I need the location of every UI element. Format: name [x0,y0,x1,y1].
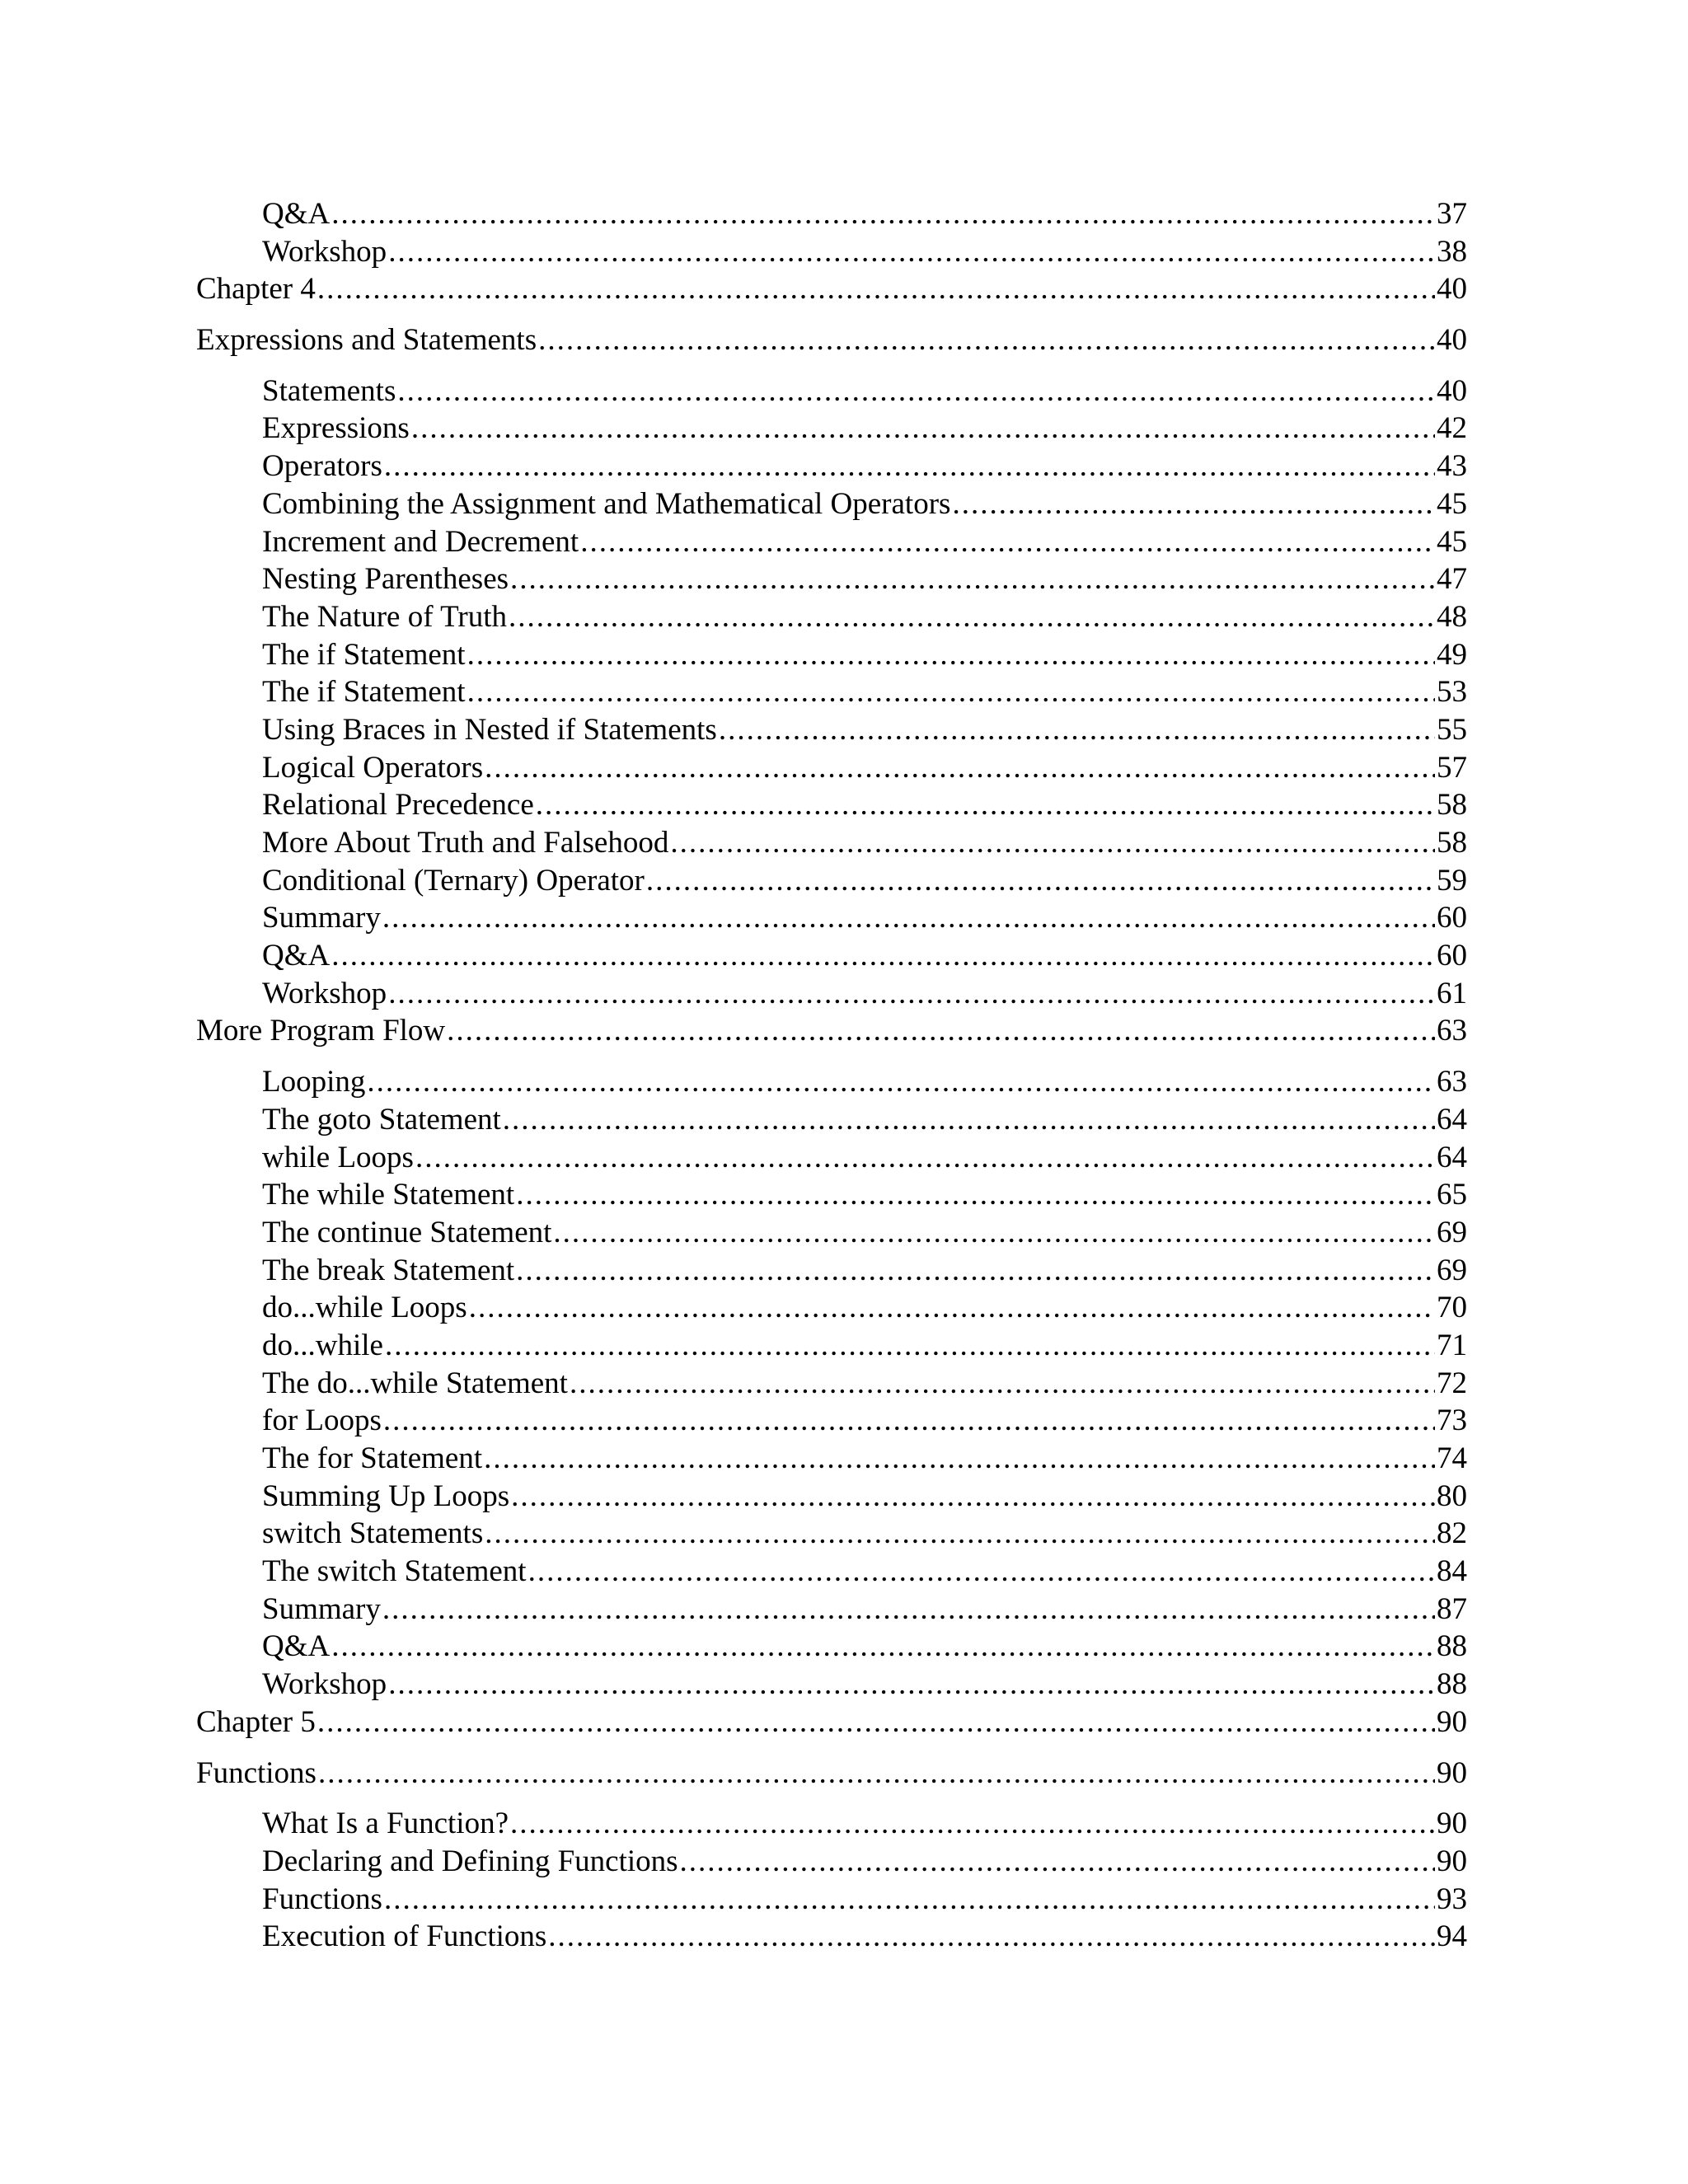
toc-entry-page: 88 [1437,1629,1467,1664]
toc-entry-label: The switch Statement [262,1554,527,1589]
dot-leader [415,1139,1435,1177]
dot-leader [485,1515,1435,1553]
dot-leader [503,1101,1435,1139]
toc-entry-label: for Loops [262,1404,382,1438]
toc-entry-label: Statements [262,373,396,408]
dot-leader [382,899,1435,937]
dot-leader [516,1176,1435,1214]
toc-entry-label: Functions [262,1882,382,1916]
toc-entry-label: The goto Statement [262,1102,501,1137]
toc-entry[interactable] [196,1063,1467,1101]
toc-entry-label: Functions [196,1755,316,1790]
table-of-contents [196,195,1467,1956]
toc-entry-page: 65 [1437,1178,1467,1212]
toc-entry-label: The continue Statement [262,1215,552,1249]
toc-entry-label: Expressions [262,411,410,446]
toc-entry[interactable] [196,899,1467,937]
toc-entry-page: 58 [1437,826,1467,860]
toc-entry-label: while Loops [262,1140,414,1174]
toc-entry-page: 88 [1437,1667,1467,1702]
toc-entry[interactable] [196,824,1467,862]
dot-leader [383,1402,1435,1440]
toc-section-entry[interactable] [196,1012,1467,1050]
toc-entry-label: Workshop [262,976,387,1010]
toc-entry[interactable] [196,1478,1467,1516]
dot-leader [719,711,1435,749]
dot-leader [536,786,1435,824]
toc-entry[interactable] [196,485,1467,523]
toc-entry-page: 55 [1437,712,1467,747]
toc-section-entry[interactable] [196,321,1467,359]
toc-entry[interactable] [196,1214,1467,1252]
toc-entry-label: Summary [262,1591,381,1626]
toc-entry-label: do...while Loops [262,1291,467,1325]
dot-leader [384,448,1435,485]
toc-entry-label: What Is a Function? [262,1807,509,1841]
toc-entry-label: Combining the Assignment and Mathematical Operators [262,486,951,521]
toc-entry-page: 73 [1437,1404,1467,1438]
dot-leader [388,1666,1435,1704]
toc-entry[interactable] [196,1918,1467,1956]
toc-entry-label: Relational Precedence [262,788,534,823]
toc-entry[interactable] [196,1440,1467,1478]
toc-section-entry[interactable] [196,1755,1467,1793]
dot-leader [447,1012,1435,1050]
toc-entry-page: 71 [1437,1328,1467,1362]
toc-entry-page: 74 [1437,1441,1467,1475]
toc-entry[interactable] [196,711,1467,749]
dot-leader [511,1478,1435,1516]
toc-entry[interactable] [196,1365,1467,1403]
toc-entry-label: Looping [262,1065,366,1099]
toc-entry[interactable] [196,1591,1467,1629]
toc-entry[interactable] [196,636,1467,674]
dot-leader [467,636,1435,674]
toc-entry[interactable] [196,1327,1467,1365]
dot-leader [367,1063,1435,1101]
toc-entry-label: Workshop [262,234,387,269]
toc-entry-page: 82 [1437,1516,1467,1551]
toc-entry[interactable] [196,749,1467,787]
toc-entry-page: 90 [1437,1807,1467,1841]
toc-entry-page: 87 [1437,1591,1467,1626]
toc-entry-label: The if Statement [262,675,466,710]
toc-entry[interactable] [196,560,1467,598]
dot-leader [510,560,1435,598]
toc-entry-label: Q&A [262,1629,331,1664]
toc-entry-page: 69 [1437,1215,1467,1249]
toc-entry-label: Increment and Decrement [262,524,579,559]
toc-entry[interactable] [196,523,1467,561]
toc-entry[interactable] [196,1289,1467,1327]
dot-leader [318,1755,1435,1793]
toc-entry-page: 64 [1437,1102,1467,1137]
toc-entry-page: 40 [1437,323,1467,358]
toc-entry[interactable] [196,1843,1467,1881]
toc-entry-page: 70 [1437,1291,1467,1325]
toc-entry-label: The if Statement [262,637,466,672]
toc-entry-page: 40 [1437,272,1467,307]
dot-leader [384,1881,1435,1919]
dot-leader [553,1214,1435,1252]
toc-entry-page: 47 [1437,562,1467,597]
toc-entry-page: 48 [1437,599,1467,634]
toc-entry-label: Nesting Parentheses [262,562,509,597]
toc-entry[interactable] [196,1101,1467,1139]
toc-entry-page: 49 [1437,637,1467,672]
toc-entry-page: 57 [1437,750,1467,785]
toc-entry-page: 53 [1437,675,1467,710]
toc-entry-page: 84 [1437,1554,1467,1589]
dot-leader [646,862,1435,900]
toc-entry-label: Declaring and Defining Functions [262,1844,678,1878]
toc-entry[interactable] [196,937,1467,975]
toc-entry-label: More Program Flow [196,1014,446,1048]
dot-leader [411,410,1435,448]
toc-entry-page: 43 [1437,449,1467,484]
dot-leader [317,270,1435,308]
toc-entry[interactable] [196,233,1467,271]
toc-entry-label: The break Statement [262,1253,515,1287]
toc-entry-label: Summing Up Loops [262,1479,510,1513]
toc-entry-label: Chapter 5 [196,1704,316,1739]
toc-entry-label: Logical Operators [262,750,484,785]
toc-entry-label: Expressions and Statements [196,323,537,358]
toc-entry[interactable] [196,975,1467,1013]
toc-entry-page: 37 [1437,197,1467,231]
dot-leader [331,1628,1435,1666]
toc-entry-page: 90 [1437,1844,1467,1878]
toc-entry-page: 42 [1437,411,1467,446]
toc-entry[interactable] [196,1176,1467,1214]
dot-leader [548,1918,1435,1956]
toc-entry[interactable] [196,1139,1467,1177]
toc-entry-label: switch Statements [262,1516,484,1551]
toc-entry-page: 63 [1437,1014,1467,1048]
dot-leader [388,975,1435,1013]
toc-entry[interactable] [196,1515,1467,1553]
toc-entry-page: 69 [1437,1253,1467,1287]
toc-entry-label: Workshop [262,1667,387,1702]
toc-entry-label: Q&A [262,939,331,973]
toc-entry-label: Execution of Functions [262,1919,547,1954]
dot-leader [331,195,1435,233]
toc-entry-label: More About Truth and Falsehood [262,826,669,860]
dot-leader [397,373,1435,410]
toc-entry-page: 90 [1437,1755,1467,1790]
toc-entry-page: 38 [1437,234,1467,269]
toc-entry-page: 58 [1437,788,1467,823]
toc-entry-label: The do...while Statement [262,1366,568,1400]
toc-entry-label: Using Braces in Nested if Statements [262,712,717,747]
toc-entry-page: 60 [1437,901,1467,935]
dot-leader [528,1553,1435,1591]
toc-entry[interactable] [196,1252,1467,1290]
dot-leader [516,1252,1435,1290]
dot-leader [469,1289,1435,1327]
toc-entry-page: 40 [1437,373,1467,408]
toc-entry[interactable] [196,862,1467,900]
toc-entry-page: 64 [1437,1140,1467,1174]
dot-leader [510,1805,1435,1843]
toc-entry[interactable] [196,373,1467,410]
toc-entry-label: do...while [262,1328,383,1362]
dot-leader [570,1365,1435,1403]
dot-leader [680,1843,1435,1881]
toc-entry-page: 59 [1437,863,1467,898]
toc-entry-page: 93 [1437,1882,1467,1916]
toc-entry-label: Conditional (Ternary) Operator [262,863,645,898]
dot-leader [484,1440,1435,1478]
toc-entry-page: 72 [1437,1366,1467,1400]
dot-leader [388,233,1435,271]
toc-entry-label: Operators [262,449,382,484]
toc-entry-page: 94 [1437,1919,1467,1954]
toc-entry-page: 45 [1437,524,1467,559]
toc-entry-page: 61 [1437,976,1467,1010]
toc-entry-page: 45 [1437,486,1467,521]
toc-entry-label: Chapter 4 [196,272,316,307]
toc-entry[interactable] [196,1805,1467,1843]
toc-entry[interactable] [196,673,1467,711]
toc-entry-page: 80 [1437,1479,1467,1513]
toc-chapter-entry[interactable] [196,270,1467,308]
toc-entry[interactable] [196,195,1467,233]
dot-leader [331,937,1435,975]
dot-leader [952,485,1435,523]
toc-entry-label: Summary [262,901,381,935]
toc-entry[interactable] [196,1666,1467,1704]
toc-entry-page: 90 [1437,1704,1467,1739]
dot-leader [538,321,1435,359]
toc-entry-label: Q&A [262,197,331,231]
toc-entry-label: The while Statement [262,1178,515,1212]
toc-entry[interactable] [196,1402,1467,1440]
dot-leader [670,824,1435,862]
dot-leader [382,1591,1435,1629]
dot-leader [467,673,1435,711]
toc-entry[interactable] [196,786,1467,824]
toc-entry-label: The for Statement [262,1441,483,1475]
toc-chapter-entry[interactable] [196,1704,1467,1741]
dot-leader [485,749,1435,787]
toc-entry[interactable] [196,1881,1467,1919]
toc-entry[interactable] [196,1628,1467,1666]
dot-leader [385,1327,1435,1365]
toc-entry-page: 63 [1437,1065,1467,1099]
toc-entry-label: The Nature of Truth [262,599,507,634]
dot-leader [509,598,1435,636]
toc-entry[interactable] [196,598,1467,636]
toc-entry[interactable] [196,448,1467,485]
dot-leader [317,1704,1435,1741]
toc-entry[interactable] [196,410,1467,448]
dot-leader [580,523,1435,561]
toc-entry[interactable] [196,1553,1467,1591]
toc-entry-page: 60 [1437,939,1467,973]
